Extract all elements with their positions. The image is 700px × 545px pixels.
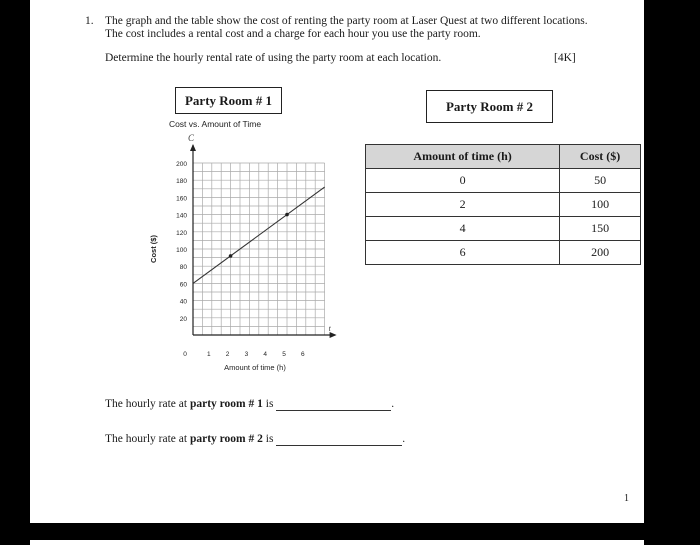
right-black-border (644, 0, 700, 545)
answer-room-1-prefix: The hourly rate at (105, 398, 190, 410)
header-cost: Cost ($) (560, 145, 641, 169)
y-tick-label: 180 (176, 178, 187, 186)
y-tick-label: 160 (176, 195, 187, 203)
x-axis-letter: t (328, 324, 331, 333)
answer-room-1-bold: party room # 1 (189, 398, 263, 410)
graph-grid (193, 163, 325, 335)
data-point (229, 254, 233, 258)
x-tick-label: 1 (206, 351, 211, 358)
question-instruction: Determine the hourly rental rate of using the party room at each location. (105, 52, 442, 64)
y-tick-label: 60 (179, 281, 187, 289)
origin-label: 0 (183, 351, 187, 358)
header-time: Amount of time (h) (366, 145, 560, 169)
party-room-1-title: Party Room # 1 (175, 87, 282, 114)
x-tick-label: 5 (282, 351, 286, 358)
cost-cell: 150 (560, 217, 641, 241)
table-row (366, 217, 641, 241)
bottom-black-border (0, 523, 700, 540)
time-cell: 2 (366, 193, 560, 217)
cost-cell: 100 (560, 193, 641, 217)
x-axis-label: Amount of time (h) (224, 363, 286, 372)
table-row (366, 241, 641, 265)
answer-room-1 (105, 398, 394, 411)
worksheet-page (30, 0, 644, 523)
question-line-1: The graph and the table show the cost of renting the party room at Laser Quest at two different locations. (105, 15, 588, 27)
table-header-row (366, 145, 641, 169)
question-line-2: The cost includes a rental cost and a charge for each hour you use the party room. (105, 28, 481, 40)
chart-title: Cost vs. Amount of Time (168, 119, 262, 129)
cost-table (365, 144, 641, 265)
y-tick-label: 120 (176, 229, 187, 237)
party-room-2-title: Party Room # 2 (426, 90, 553, 123)
table-row (366, 169, 641, 193)
y-tick-label: 100 (176, 247, 187, 254)
answer-room-2-bold: party room # 2 (189, 433, 263, 445)
y-axis-label: Cost ($) (149, 235, 158, 263)
y-axis-letter: C (188, 133, 195, 143)
answer-room-2-period: . (402, 433, 406, 445)
question-number: 1. (85, 15, 94, 27)
answer-room-1-blank[interactable] (276, 410, 391, 411)
answer-room-1-suffix: is (262, 398, 274, 410)
answer-room-1-period: . (391, 398, 395, 410)
time-cell: 0 (366, 169, 560, 193)
time-cell: 6 (366, 241, 560, 265)
answer-room-2-suffix: is (262, 433, 274, 445)
data-point (285, 213, 289, 217)
answer-room-2 (105, 433, 405, 446)
table-row (366, 193, 641, 217)
x-tick-label: 4 (263, 351, 268, 358)
cost-cell: 50 (560, 169, 641, 193)
x-tick-label: 6 (300, 351, 305, 358)
y-tick-label: 20 (179, 315, 187, 323)
answer-room-2-prefix: The hourly rate at (105, 433, 190, 445)
time-cell: 4 (366, 217, 560, 241)
x-tick-label: 2 (225, 351, 230, 358)
x-tick-label: 3 (244, 351, 249, 358)
cost-cell: 200 (560, 241, 641, 265)
left-black-border (0, 0, 30, 545)
marks-label: [4K] (554, 52, 576, 64)
y-tick-label: 140 (176, 212, 187, 220)
answer-room-2-blank[interactable] (276, 445, 402, 446)
cost-time-graph (115, 112, 331, 380)
y-tick-label: 80 (179, 264, 187, 272)
y-tick-label: 200 (176, 161, 187, 168)
page-number: 1 (624, 493, 629, 504)
y-tick-label: 40 (179, 298, 187, 306)
y-axis-arrow (190, 144, 196, 151)
